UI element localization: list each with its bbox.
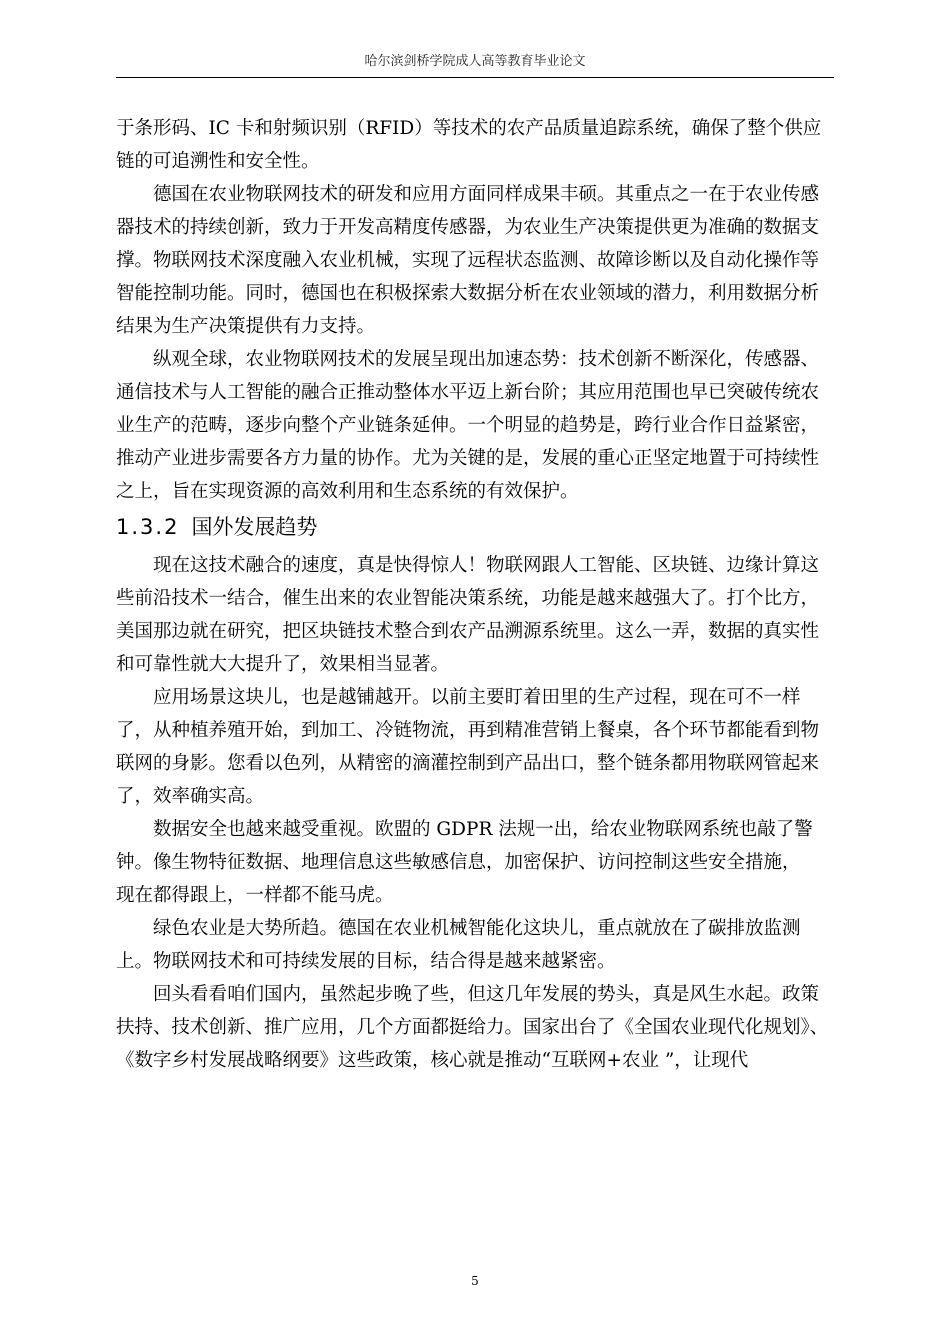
body-paragraph: 现在都得跟上，一样都不能马虎。: [116, 885, 394, 906]
section-heading: [116, 511, 834, 544]
body-paragraph: 绿色农业是大势所趋。德国在农业机械智能化这块儿，重点就放在了碳排放监测上。物联网技术和可持续发展的目标，结合得是越来越紧密。: [116, 918, 801, 972]
body-paragraph: 于条形码、IC 卡和射频识别（RFID）等技术的农产品质量追踪系统，确保了整个供应链的可追溯性和安全性。: [116, 118, 822, 172]
running-header: 哈尔滨剑桥学院成人高等教育毕业论文: [364, 54, 586, 69]
body-paragraph: 回头看看咱们国内，虽然起步晚了些，但这几年发展的势头，真是风生水起。政策扶持、技术创新、推广应用，几个方面都挺给力。国家出台了《全国农业现代化规划》、《数字乡村发展战略纲要》这些政策，核心就是推动“互联网+农业 ”，让现代: [116, 984, 829, 1071]
body-paragraph: 数据安全也越来越受重视。欧盟的 GDPR 法规一出，给农业物联网系统也敲了警 钟。像生物特征数据、地理信息这些敏感信息，加密保护、访问控制这些安全措施，: [116, 819, 813, 873]
header-rule: [116, 77, 834, 78]
body-paragraph: 纵观全球，农业物联网技术的发展呈现出加速态势：技术创新不断深化，传感器、通信技术与人工智能的融合正推动整体水平迈上新台阶；其应用范围也早已突破传统农业生产的范畴，逐步向整个产业链条延伸。一个明显的趋势是，跨行业合作日益紧密，推动产业进步需要各方力量的协作。尤为关键的是，发展的重心正坚定地置于可持续性之上，旨在实现资源的高效利用和生态系统的有效保护。: [116, 349, 820, 502]
body-paragraph: 应用场景这块儿，也是越铺越开。以前主要盯着田里的生产过程，现在可不一样了，从种植养殖开始，到加工、冷链物流，再到精准营销上餐桌，各个环节都能看到物联网的身影。您看以色列，从精密的滴灌控制到产品出口，整个链条都用物联网管起来了，效率确实高。: [116, 687, 820, 807]
section-number: 1.3.2: [116, 515, 180, 539]
body-paragraph: 现在这技术融合的速度，真是快得惊人！物联网跟人工智能、区块链、边缘计算这些前沿技术一结合，催生出来的农业智能决策系统，功能是越来越强大了。打个比方，美国那边就在研究，把区块链技术整合到农产品溯源系统里。这么一弄，数据的真实性和可靠性就大大提升了，效果相当显著。: [116, 555, 820, 675]
page-number: 5: [471, 1274, 479, 1288]
body-paragraph: 德国在农业物联网技术的研发和应用方面同样成果丰硕。其重点之一在于农业传感器技术的持续创新，致力于开发高精度传感器，为农业生产决策提供更为准确的数据支撑。物联网技术深度融入农业机械，实现了远程状态监测、故障诊断以及自动化操作等智能控制功能。同时，德国也在积极探索大数据分析在农业领域的潜力，利用数据分析结果为生产决策提供有力支持。: [116, 184, 820, 337]
section-title: 国外发展趋势: [191, 515, 318, 539]
document-body: [116, 112, 834, 1077]
